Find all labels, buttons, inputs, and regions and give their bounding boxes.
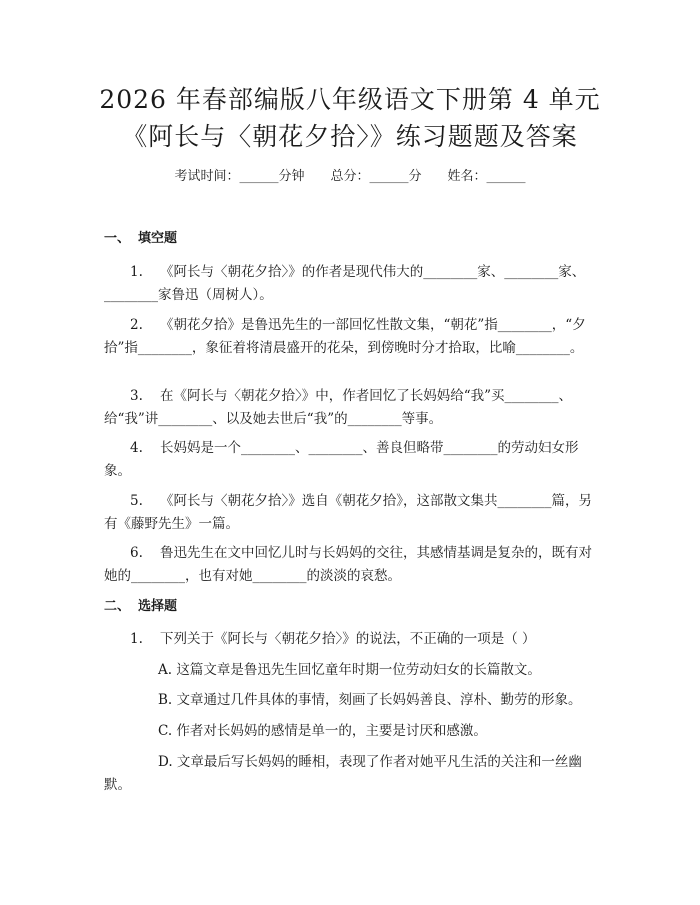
choice-option-d: D. 文章最后写长妈妈的睡相，表现了作者对她平凡生活的关注和一丝幽默。 [104,754,582,793]
question-item: 3. 在《阿长与〈朝花夕拾〉》中，作者回忆了长妈妈给“我”买________、给“我”讲________、以及她去世后“我”的________等事。 [104,388,573,427]
section-title: 选择题 [138,599,178,614]
question-item: 5. 《阿长与〈朝花夕拾〉》选自《朝花夕拾》，这部散文集共________篇，另有《藤野先生》一篇。 [104,493,592,532]
question-item: 6. 鲁迅先生在文中回忆儿时与长妈妈的交往，其感情基调是复杂的，既有对她的________，也有对她________的淡淡的哀愁。 [104,545,592,584]
section-heading-multiple-choice [104,598,177,616]
exam-name: 姓名：______ [447,169,526,184]
exam-time: 考试时间：______分钟 [174,169,305,184]
document-title-line1: 2026 年春部编版八年级语文下册第 4 单元 [99,85,601,114]
section-number: 一、 [104,231,131,246]
question-item: 4. 长妈妈是一个________、________、善良但略带________的劳动妇女形象。 [104,440,579,479]
question-item: 1. 下列关于《阿长与〈朝花夕拾〉》的说法，不正确的一项是（ ） [130,631,536,647]
choice-option-c: C. 作者对长妈妈的感情是单一的，主要是讨厌和感激。 [158,723,487,739]
question-item: 1. 《阿长与〈朝花夕拾〉》的作者是现代伟大的________家、________家、________家鲁迅（周树人）。 [104,264,586,303]
section-title: 填空题 [138,231,178,246]
section-heading-fill-in [104,230,177,248]
question-item: 2. 《朝花夕拾》是鲁迅先生的一部回忆性散文集，“朝花”指________，“夕拾”指________，象征着将清晨盛开的花朵，到傍晚时分才拾取，比喻________。 [104,317,586,356]
choice-option-a: A. 这篇文章是鲁迅先生回忆童年时期一位劳动妇女的长篇散文。 [158,662,541,678]
section-number: 二、 [104,599,131,614]
exam-score: 总分：______分 [330,169,422,184]
document-title-line2: 《阿长与〈朝花夕拾〉》练习题题及答案 [122,122,578,151]
exam-info [0,168,700,186]
choice-option-b: B. 文章通过几件具体的事情，刻画了长妈妈善良、淳朴、勤劳的形象。 [158,692,582,708]
